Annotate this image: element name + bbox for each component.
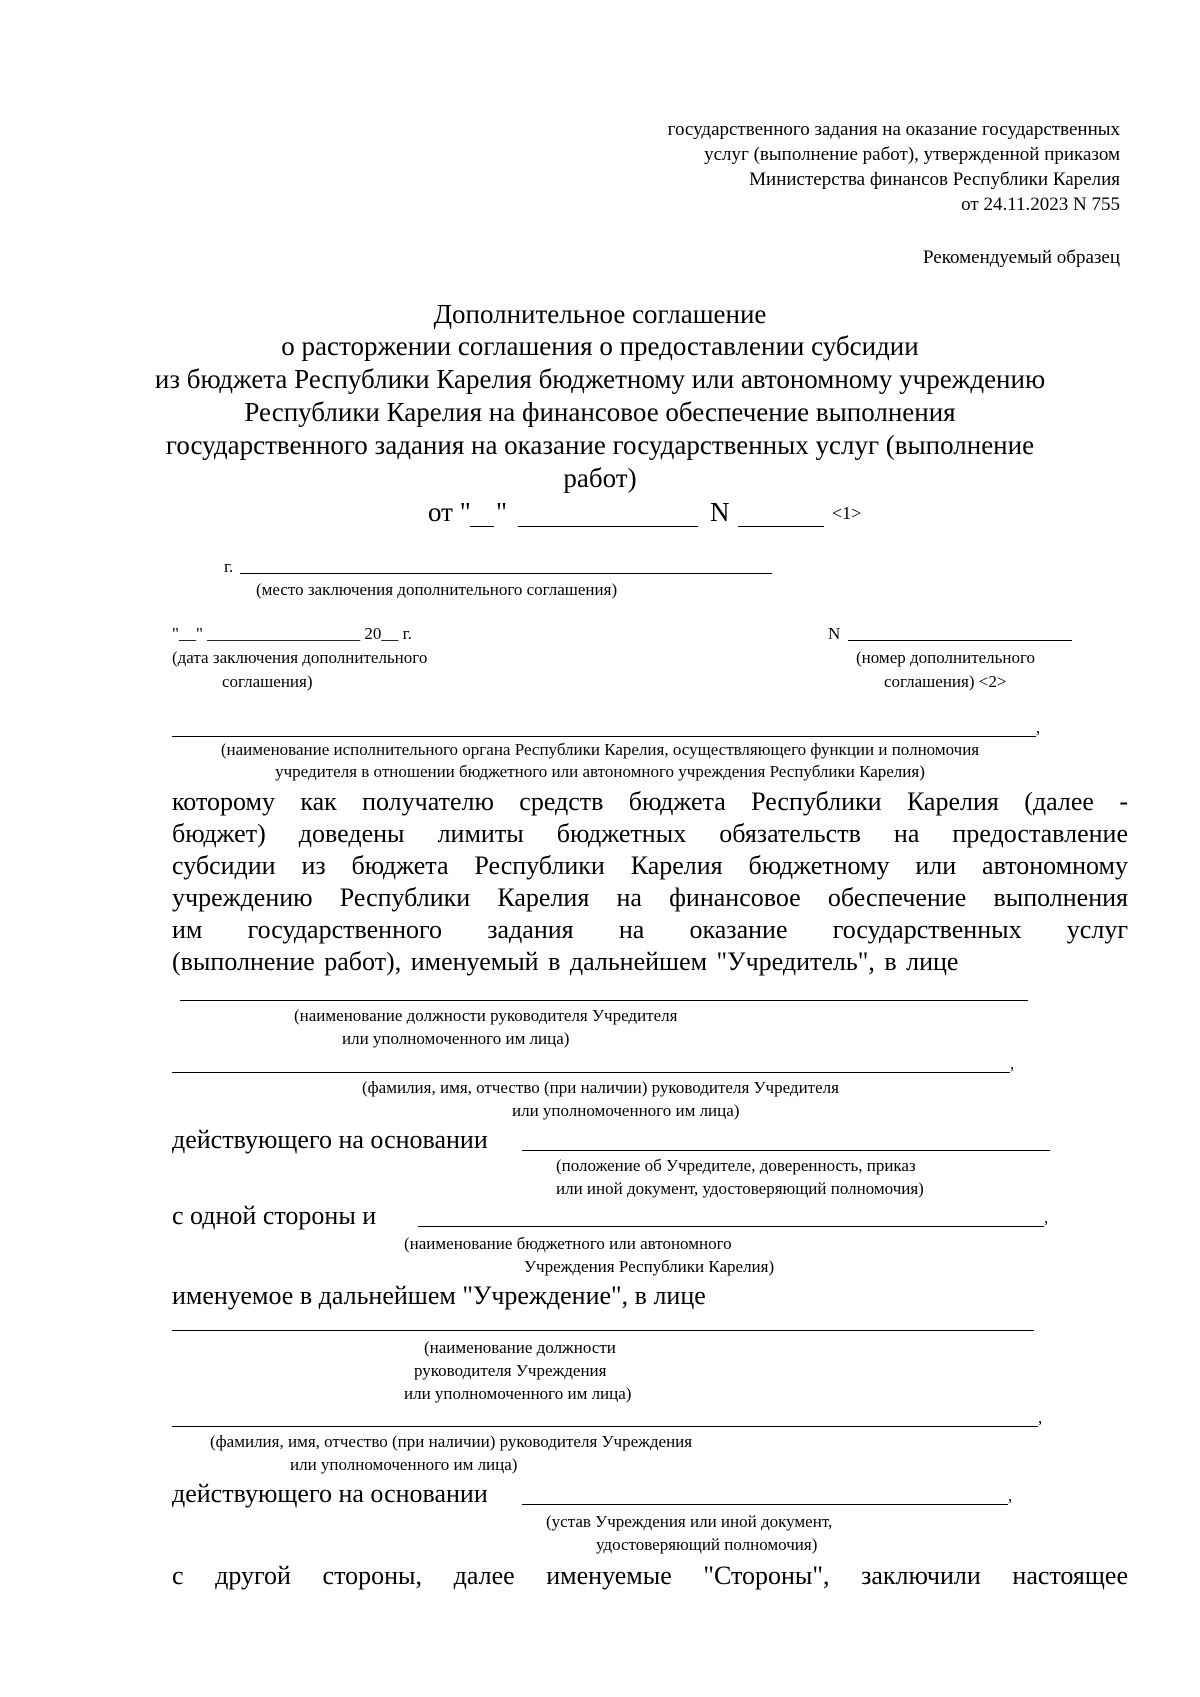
sample-label: Рекомендуемый образец xyxy=(922,247,1120,268)
number-caption: соглашения) <2> xyxy=(884,672,1007,691)
fullname-caption: или уполномоченного им лица) xyxy=(290,1455,518,1474)
founder-caption: (наименование исполнительного органа Республики Карелия, осуществляющего функции и полномочия xyxy=(220,740,980,759)
from-quote: " xyxy=(496,497,508,527)
agreement-number-prefix: N xyxy=(828,624,841,643)
body-line: (выполнение работ), именуемый в дальнейшем "Учредитель", в лице xyxy=(172,947,959,976)
institution-caption: (наименование бюджетного или автономного xyxy=(404,1234,732,1253)
place-caption: (место заключения дополнительного соглашения) xyxy=(256,580,618,599)
position-caption: или уполномоченного им лица) xyxy=(342,1029,570,1048)
fullname-caption: (фамилия, имя, отчество (при наличии) руководителя Учреждения xyxy=(210,1432,693,1451)
fullname-caption: (фамилия, имя, отчество (при наличии) руководителя Учредителя xyxy=(362,1078,839,1097)
place-blank[interactable] xyxy=(240,573,772,574)
comma: , xyxy=(1044,1208,1049,1227)
comma: , xyxy=(1008,1486,1013,1505)
date-caption: соглашения) xyxy=(222,672,313,691)
side-label: с одной стороны и xyxy=(172,1201,377,1230)
title-line: государственного задания на оказание государственных услуг (выполнение xyxy=(165,430,1035,460)
title-line: о расторжении соглашения о предоставлении субсидии xyxy=(281,331,919,361)
header-ref-line: Министерства финансов Республики Карелия xyxy=(749,169,1120,190)
agreement-number-blank[interactable] xyxy=(848,640,1072,641)
header-ref-line: услуг (выполнение работ), утвержденной приказом xyxy=(704,144,1120,165)
number-caption: (номер дополнительного xyxy=(856,648,1036,667)
founder-fullname-blank[interactable] xyxy=(172,1072,1010,1073)
comma: , xyxy=(1038,1408,1043,1427)
body-line: которому как получателю средств бюджета Республики Карелия (далее - xyxy=(172,787,1128,816)
founder-name-blank[interactable] xyxy=(172,736,1036,737)
founder-caption: учредителя в отношении бюджетного или автономного учреждения Республики Карелия) xyxy=(275,762,925,781)
institution-fullname-blank[interactable] xyxy=(172,1426,1038,1427)
basis-label: действующего на основании xyxy=(172,1479,488,1508)
position-caption: (наименование должности xyxy=(424,1338,616,1357)
title-line: Республики Карелия на финансовое обеспечение выполнения xyxy=(244,397,956,427)
header-ref-line: от 24.11.2023 N 755 xyxy=(961,194,1120,215)
institution-name-blank[interactable] xyxy=(418,1226,1044,1227)
basis-caption: (положение об Учредителе, доверенность, приказ xyxy=(556,1156,916,1175)
body-line: учреждению Республики Карелия на финансовое обеспечение выполнения xyxy=(172,883,1128,912)
position-caption: (наименование должности руководителя Учредителя xyxy=(294,1006,678,1025)
from-prefix: от " xyxy=(428,497,471,527)
basis-caption: (устав Учреждения или иной документ, xyxy=(546,1512,833,1531)
institution-basis-blank[interactable] xyxy=(522,1504,1008,1505)
body-line: бюджет) доведены лимиты бюджетных обязательств на предоставление xyxy=(172,819,1128,848)
body-line: им государственного задания на оказание государственных услуг xyxy=(172,915,1128,944)
number-label: N xyxy=(710,497,730,527)
basis-caption: удостоверяющий полномочия) xyxy=(596,1535,818,1554)
day-blank[interactable] xyxy=(470,526,494,527)
institution-position-blank[interactable] xyxy=(172,1330,1034,1331)
title-line: Дополнительное соглашение xyxy=(433,299,767,329)
footnote-ref: <1> xyxy=(832,503,862,523)
founder-position-blank[interactable] xyxy=(180,1000,1028,1001)
header-ref-line: государственного задания на оказание государственных xyxy=(667,119,1120,140)
body-line: субсидии из бюджета Республики Карелия бюджетному или автономному xyxy=(172,851,1128,880)
position-caption: или уполномоченного им лица) xyxy=(404,1384,632,1403)
title-line: работ) xyxy=(563,463,637,493)
comma: , xyxy=(1010,1054,1015,1073)
basis-label: действующего на основании xyxy=(172,1125,488,1154)
date-caption: (дата заключения дополнительного xyxy=(172,648,428,667)
named-label: именуемое в дальнейшем "Учреждение", в лице xyxy=(172,1281,706,1310)
number-blank[interactable] xyxy=(738,526,824,527)
founder-basis-blank[interactable] xyxy=(522,1150,1050,1151)
city-prefix: г. xyxy=(224,557,234,576)
institution-caption: Учреждения Республики Карелия) xyxy=(524,1257,775,1276)
date-blank[interactable] xyxy=(518,526,698,527)
comma: , xyxy=(1036,718,1041,737)
closing-line: с другой стороны, далее именуемые "Стороны", заключили настоящее xyxy=(172,1561,1128,1590)
position-caption: руководителя Учреждения xyxy=(414,1361,607,1380)
fullname-caption: или уполномоченного им лица) xyxy=(512,1101,740,1120)
date-field[interactable]: "__" __________________ 20__ г. xyxy=(172,624,412,643)
basis-caption: или иной документ, удостоверяющий полномочия) xyxy=(556,1179,924,1198)
title-line: из бюджета Республики Карелия бюджетному или автономному учреждению xyxy=(154,364,1046,394)
